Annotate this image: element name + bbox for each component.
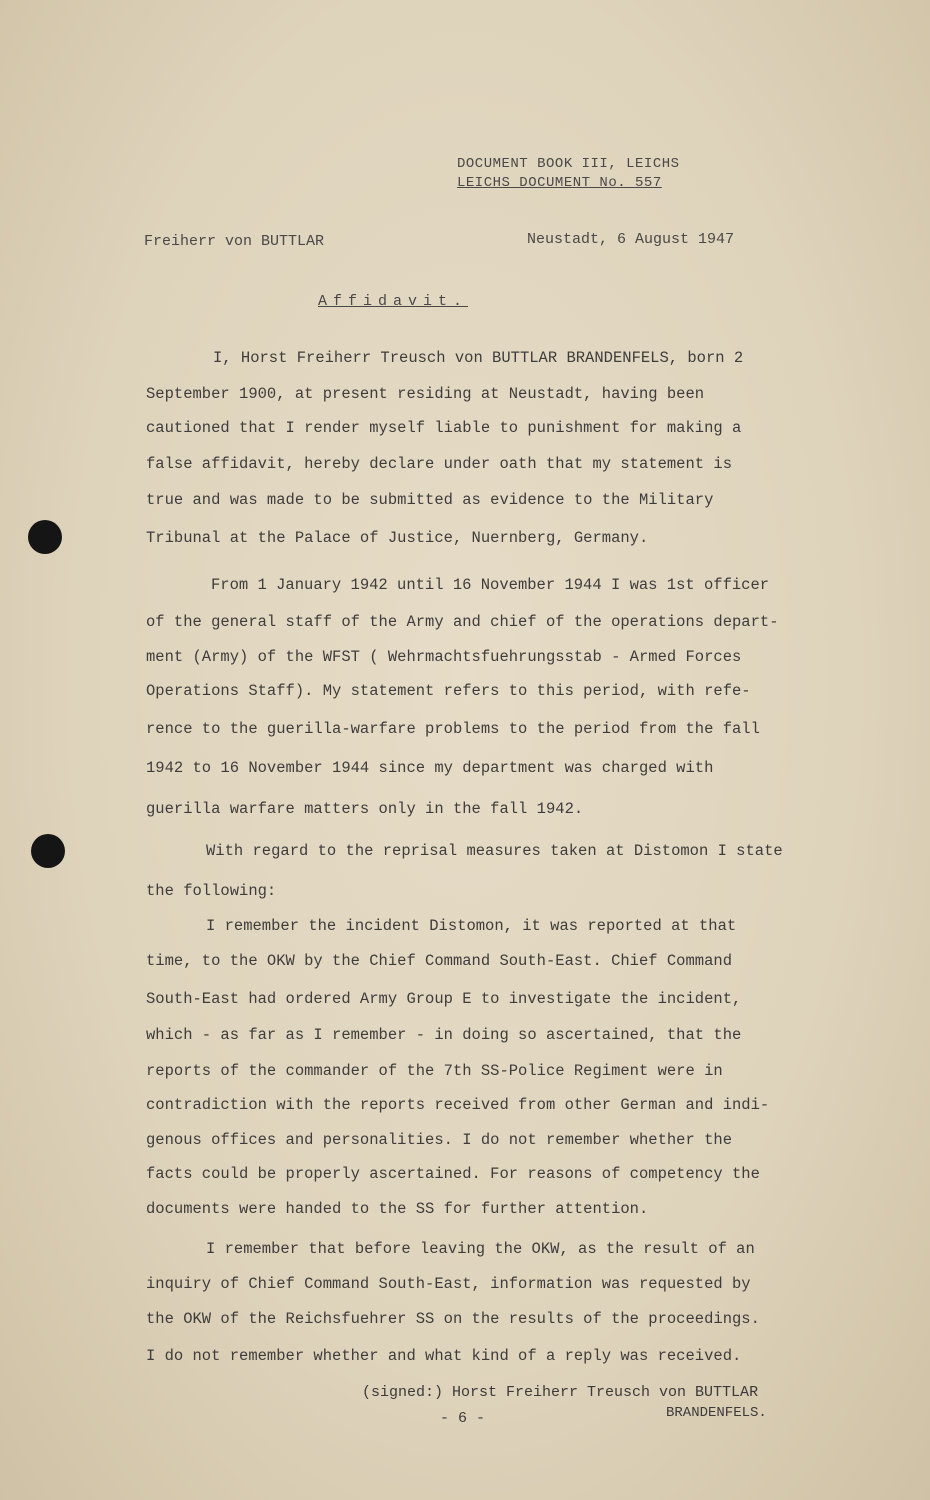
place-date: Neustadt, 6 August 1947: [527, 231, 735, 248]
body-line: which - as far as I remember - in doing so ascertained, that the: [146, 1026, 742, 1044]
document-title: Affidavit.: [318, 293, 469, 310]
body-line: I remember that before leaving the OKW, as the result of an: [206, 1240, 755, 1258]
body-line: false affidavit, hereby declare under oath that my statement is: [146, 455, 732, 473]
body-line: facts could be properly ascertained. For reasons of competency the: [146, 1165, 760, 1183]
body-line: inquiry of Chief Command South-East, information was requested by: [146, 1275, 751, 1293]
body-line: contradiction with the reports received from other German and indi-: [146, 1096, 770, 1114]
body-line: From 1 January 1942 until 16 November 1944 I was 1st officer: [211, 576, 770, 594]
body-line: guerilla warfare matters only in the fall 1942.: [146, 800, 584, 818]
document-header: [457, 155, 707, 193]
punch-hole: [28, 520, 62, 554]
signature-line-1: (signed:) Horst Freiherr Treusch von BUTTLAR: [362, 1384, 759, 1401]
body-line: of the general staff of the Army and chief of the operations depart-: [146, 613, 779, 631]
body-line: 1942 to 16 November 1944 since my department was charged with: [146, 759, 714, 777]
body-line: rence to the guerilla-warfare problems to the period from the fall: [146, 720, 760, 738]
body-line: reports of the commander of the 7th SS-Police Regiment were in: [146, 1062, 723, 1080]
page-number: - 6 -: [440, 1410, 486, 1427]
body-line: With regard to the reprisal measures taken at Distomon I state: [206, 842, 783, 860]
body-line: I do not remember whether and what kind of a reply was received.: [146, 1347, 742, 1365]
signature-line-2: BRANDENFELS.: [666, 1405, 767, 1421]
body-line: Tribunal at the Palace of Justice, Nuernberg, Germany.: [146, 529, 649, 547]
body-line: South-East had ordered Army Group E to investigate the incident,: [146, 990, 742, 1008]
body-line: genous offices and personalities. I do not remember whether the: [146, 1131, 732, 1149]
body-line: the OKW of the Reichsfuehrer SS on the results of the proceedings.: [146, 1310, 760, 1328]
body-line: I, Horst Freiherr Treusch von BUTTLAR BRANDENFELS, born 2: [213, 349, 744, 367]
author-name: Freiherr von BUTTLAR: [144, 233, 325, 250]
body-line: documents were handed to the SS for further attention.: [146, 1200, 649, 1218]
body-line: time, to the OKW by the Chief Command South-East. Chief Command: [146, 952, 732, 970]
body-line: ment (Army) of the WFST ( Wehrmachtsfuehrungsstab - Armed Forces: [146, 648, 742, 666]
body-line: the following:: [146, 882, 277, 900]
header-line-2: LEICHS DOCUMENT No. 557: [457, 175, 662, 191]
body-line: I remember the incident Distomon, it was reported at that: [206, 917, 737, 935]
body-line: Operations Staff). My statement refers to this period, with refe-: [146, 682, 751, 700]
header-line-1: DOCUMENT BOOK III, LEICHS: [457, 156, 680, 172]
body-line: September 1900, at present residing at Neustadt, having been: [146, 385, 705, 403]
body-line: cautioned that I render myself liable to punishment for making a: [146, 419, 742, 437]
body-line: true and was made to be submitted as evidence to the Military: [146, 491, 714, 509]
punch-hole: [31, 834, 65, 868]
